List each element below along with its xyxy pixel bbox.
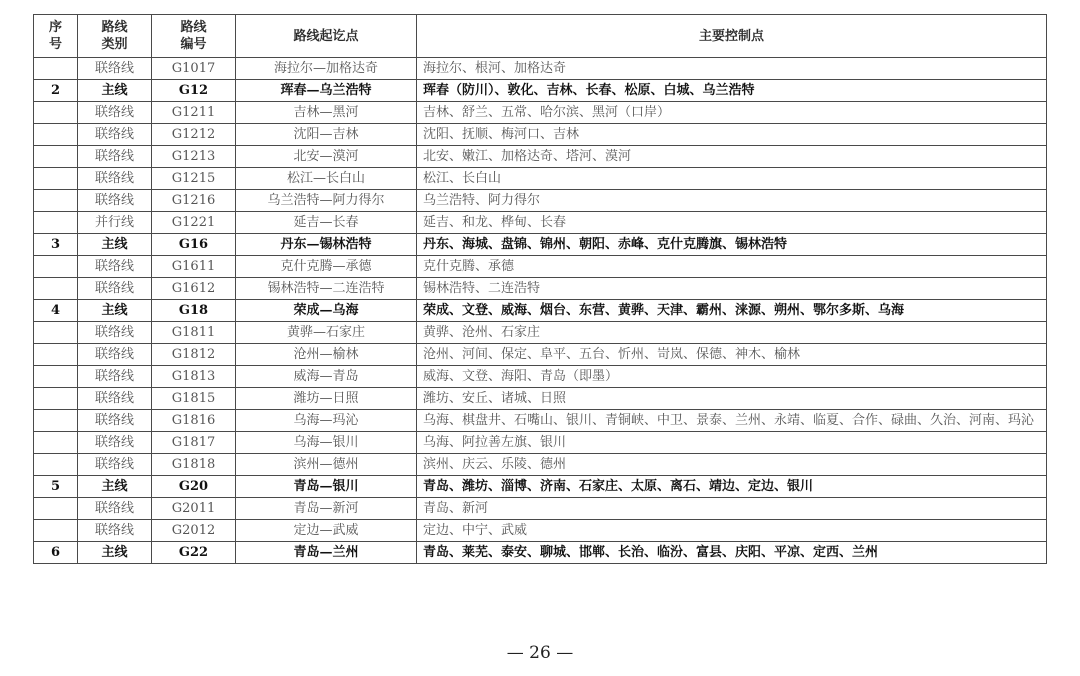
row-number bbox=[34, 278, 78, 300]
route-type: 联络线 bbox=[78, 190, 152, 212]
row-number bbox=[34, 322, 78, 344]
row-number bbox=[34, 366, 78, 388]
col-header-route-endpoints bbox=[236, 15, 417, 58]
row-number bbox=[34, 190, 78, 212]
route-code: G12 bbox=[152, 80, 236, 102]
route-endpoints: 黄骅—石家庄 bbox=[236, 322, 417, 344]
table-row bbox=[34, 454, 1047, 476]
route-code: G2012 bbox=[152, 520, 236, 542]
route-type: 联络线 bbox=[78, 432, 152, 454]
table-row bbox=[34, 146, 1047, 168]
route-endpoints: 锡林浩特—二连浩特 bbox=[236, 278, 417, 300]
table-row bbox=[34, 432, 1047, 454]
table-row-main-route bbox=[34, 300, 1047, 322]
route-type: 联络线 bbox=[78, 256, 152, 278]
row-number bbox=[34, 58, 78, 80]
header-text: 路线起讫点 bbox=[293, 28, 359, 44]
route-endpoints: 延吉—长春 bbox=[236, 212, 417, 234]
header-text: 编号 bbox=[180, 37, 207, 52]
route-type: 联络线 bbox=[78, 168, 152, 190]
control-points: 定边、中宁、武威 bbox=[417, 520, 1047, 542]
table-row-main-route bbox=[34, 542, 1047, 564]
row-number bbox=[34, 168, 78, 190]
route-type: 联络线 bbox=[78, 278, 152, 300]
control-points: 青岛、新河 bbox=[417, 498, 1047, 520]
table-row-main-route bbox=[34, 476, 1047, 498]
route-type: 联络线 bbox=[78, 344, 152, 366]
route-code: G1213 bbox=[152, 146, 236, 168]
control-points: 黄骅、沧州、石家庄 bbox=[417, 322, 1047, 344]
route-endpoints: 威海—青岛 bbox=[236, 366, 417, 388]
route-type: 主线 bbox=[78, 542, 152, 564]
control-points: 威海、文登、海阳、青岛（即墨） bbox=[417, 366, 1047, 388]
page-number: — 26 — bbox=[506, 643, 574, 663]
table-row bbox=[34, 102, 1047, 124]
route-type: 联络线 bbox=[78, 498, 152, 520]
control-points: 沧州、河间、保定、阜平、五台、忻州、岢岚、保德、神木、榆林 bbox=[417, 344, 1047, 366]
route-endpoints: 青岛—银川 bbox=[236, 476, 417, 498]
route-type: 联络线 bbox=[78, 410, 152, 432]
route-endpoints: 滨州—德州 bbox=[236, 454, 417, 476]
header-text: 路线 bbox=[180, 20, 207, 35]
route-code: G1817 bbox=[152, 432, 236, 454]
route-type: 联络线 bbox=[78, 102, 152, 124]
route-code: G1611 bbox=[152, 256, 236, 278]
route-endpoints: 青岛—兰州 bbox=[236, 542, 417, 564]
control-points: 吉林、舒兰、五常、哈尔滨、黑河（口岸） bbox=[417, 102, 1047, 124]
route-endpoints: 海拉尔—加格达奇 bbox=[236, 58, 417, 80]
row-number: 4 bbox=[34, 300, 78, 322]
route-code: G1818 bbox=[152, 454, 236, 476]
row-number bbox=[34, 212, 78, 234]
route-type: 联络线 bbox=[78, 520, 152, 542]
row-number bbox=[34, 410, 78, 432]
table-row bbox=[34, 520, 1047, 542]
route-endpoints: 吉林—黑河 bbox=[236, 102, 417, 124]
control-points: 延吉、和龙、桦甸、长春 bbox=[417, 212, 1047, 234]
route-code: G1815 bbox=[152, 388, 236, 410]
control-points: 潍坊、安丘、诸城、日照 bbox=[417, 388, 1047, 410]
route-code: G1215 bbox=[152, 168, 236, 190]
table-row bbox=[34, 212, 1047, 234]
route-endpoints: 乌海—银川 bbox=[236, 432, 417, 454]
route-code: G20 bbox=[152, 476, 236, 498]
row-number bbox=[34, 102, 78, 124]
route-endpoints: 定边—武威 bbox=[236, 520, 417, 542]
control-points: 松江、长白山 bbox=[417, 168, 1047, 190]
control-points: 滨州、庆云、乐陵、德州 bbox=[417, 454, 1047, 476]
col-header-route-type bbox=[78, 15, 152, 58]
route-code: G1216 bbox=[152, 190, 236, 212]
header-text: 类别 bbox=[101, 37, 128, 52]
route-type: 主线 bbox=[78, 300, 152, 322]
table-row bbox=[34, 124, 1047, 146]
route-type: 联络线 bbox=[78, 146, 152, 168]
row-number: 3 bbox=[34, 234, 78, 256]
route-code: G1612 bbox=[152, 278, 236, 300]
route-endpoints: 丹东—锡林浩特 bbox=[236, 234, 417, 256]
route-endpoints: 青岛—新河 bbox=[236, 498, 417, 520]
row-number bbox=[34, 256, 78, 278]
table-row bbox=[34, 344, 1047, 366]
route-endpoints: 珲春—乌兰浩特 bbox=[236, 80, 417, 102]
control-points: 珲春（防川）、敦化、吉林、长春、松原、白城、乌兰浩特 bbox=[417, 80, 1047, 102]
row-number bbox=[34, 344, 78, 366]
row-number bbox=[34, 498, 78, 520]
control-points: 乌兰浩特、阿力得尔 bbox=[417, 190, 1047, 212]
route-endpoints: 荣成—乌海 bbox=[236, 300, 417, 322]
route-endpoints: 乌海—玛沁 bbox=[236, 410, 417, 432]
route-code: G1813 bbox=[152, 366, 236, 388]
route-endpoints: 潍坊—日照 bbox=[236, 388, 417, 410]
route-type: 并行线 bbox=[78, 212, 152, 234]
col-header-route-code bbox=[152, 15, 236, 58]
table-row bbox=[34, 190, 1047, 212]
control-points: 海拉尔、根河、加格达奇 bbox=[417, 58, 1047, 80]
route-type: 联络线 bbox=[78, 322, 152, 344]
route-endpoints: 沈阳—吉林 bbox=[236, 124, 417, 146]
route-endpoints: 沧州—榆林 bbox=[236, 344, 417, 366]
header-text: 序 bbox=[48, 20, 62, 35]
route-code: G1816 bbox=[152, 410, 236, 432]
table-header-row bbox=[34, 15, 1047, 58]
route-endpoints: 松江—长白山 bbox=[236, 168, 417, 190]
table-row bbox=[34, 388, 1047, 410]
control-points: 荣成、文登、威海、烟台、东营、黄骅、天津、霸州、涞源、朔州、鄂尔多斯、乌海 bbox=[417, 300, 1047, 322]
table-row-main-route bbox=[34, 80, 1047, 102]
col-header-control-points bbox=[417, 15, 1047, 58]
route-endpoints: 克什克腾—承德 bbox=[236, 256, 417, 278]
route-code: G1211 bbox=[152, 102, 236, 124]
table-row bbox=[34, 322, 1047, 344]
route-type: 主线 bbox=[78, 476, 152, 498]
route-code: G1017 bbox=[152, 58, 236, 80]
table-row bbox=[34, 278, 1047, 300]
control-points: 乌海、阿拉善左旗、银川 bbox=[417, 432, 1047, 454]
control-points: 北安、嫩江、加格达奇、塔河、漠河 bbox=[417, 146, 1047, 168]
route-type: 联络线 bbox=[78, 124, 152, 146]
control-points: 青岛、潍坊、淄博、济南、石家庄、太原、离石、靖边、定边、银川 bbox=[417, 476, 1047, 498]
expressway-route-table bbox=[33, 14, 1047, 564]
route-type: 联络线 bbox=[78, 388, 152, 410]
col-header-number bbox=[34, 15, 78, 58]
control-points: 沈阳、抚顺、梅河口、吉林 bbox=[417, 124, 1047, 146]
route-type: 主线 bbox=[78, 234, 152, 256]
table-row bbox=[34, 498, 1047, 520]
route-code: G1221 bbox=[152, 212, 236, 234]
table-row bbox=[34, 256, 1047, 278]
row-number bbox=[34, 146, 78, 168]
route-type: 联络线 bbox=[78, 58, 152, 80]
route-type: 联络线 bbox=[78, 366, 152, 388]
row-number bbox=[34, 454, 78, 476]
route-code: G18 bbox=[152, 300, 236, 322]
control-points: 锡林浩特、二连浩特 bbox=[417, 278, 1047, 300]
row-number: 6 bbox=[34, 542, 78, 564]
control-points: 丹东、海城、盘锦、锦州、朝阳、赤峰、克什克腾旗、锡林浩特 bbox=[417, 234, 1047, 256]
row-number bbox=[34, 124, 78, 146]
control-points: 乌海、棋盘井、石嘴山、银川、青铜峡、中卫、景泰、兰州、永靖、临夏、合作、碌曲、久治、河南、玛沁 bbox=[417, 410, 1047, 432]
control-points: 青岛、莱芜、泰安、聊城、邯郸、长治、临汾、富县、庆阳、平凉、定西、兰州 bbox=[417, 542, 1047, 564]
route-code: G1811 bbox=[152, 322, 236, 344]
route-endpoints: 乌兰浩特—阿力得尔 bbox=[236, 190, 417, 212]
route-type: 联络线 bbox=[78, 454, 152, 476]
route-code: G16 bbox=[152, 234, 236, 256]
table-row-main-route bbox=[34, 234, 1047, 256]
row-number bbox=[34, 432, 78, 454]
table-row bbox=[34, 168, 1047, 190]
route-code: G2011 bbox=[152, 498, 236, 520]
table-row bbox=[34, 58, 1047, 80]
row-number bbox=[34, 520, 78, 542]
control-points: 克什克腾、承德 bbox=[417, 256, 1047, 278]
row-number: 5 bbox=[34, 476, 78, 498]
header-text: 号 bbox=[48, 37, 62, 52]
route-endpoints: 北安—漠河 bbox=[236, 146, 417, 168]
header-text: 主要控制点 bbox=[698, 28, 764, 44]
header-text: 路线 bbox=[101, 20, 128, 35]
row-number bbox=[34, 388, 78, 410]
route-code: G22 bbox=[152, 542, 236, 564]
route-type: 主线 bbox=[78, 80, 152, 102]
row-number: 2 bbox=[34, 80, 78, 102]
table-row bbox=[34, 366, 1047, 388]
table-row bbox=[34, 410, 1047, 432]
route-code: G1212 bbox=[152, 124, 236, 146]
route-code: G1812 bbox=[152, 344, 236, 366]
table-body bbox=[34, 58, 1047, 564]
